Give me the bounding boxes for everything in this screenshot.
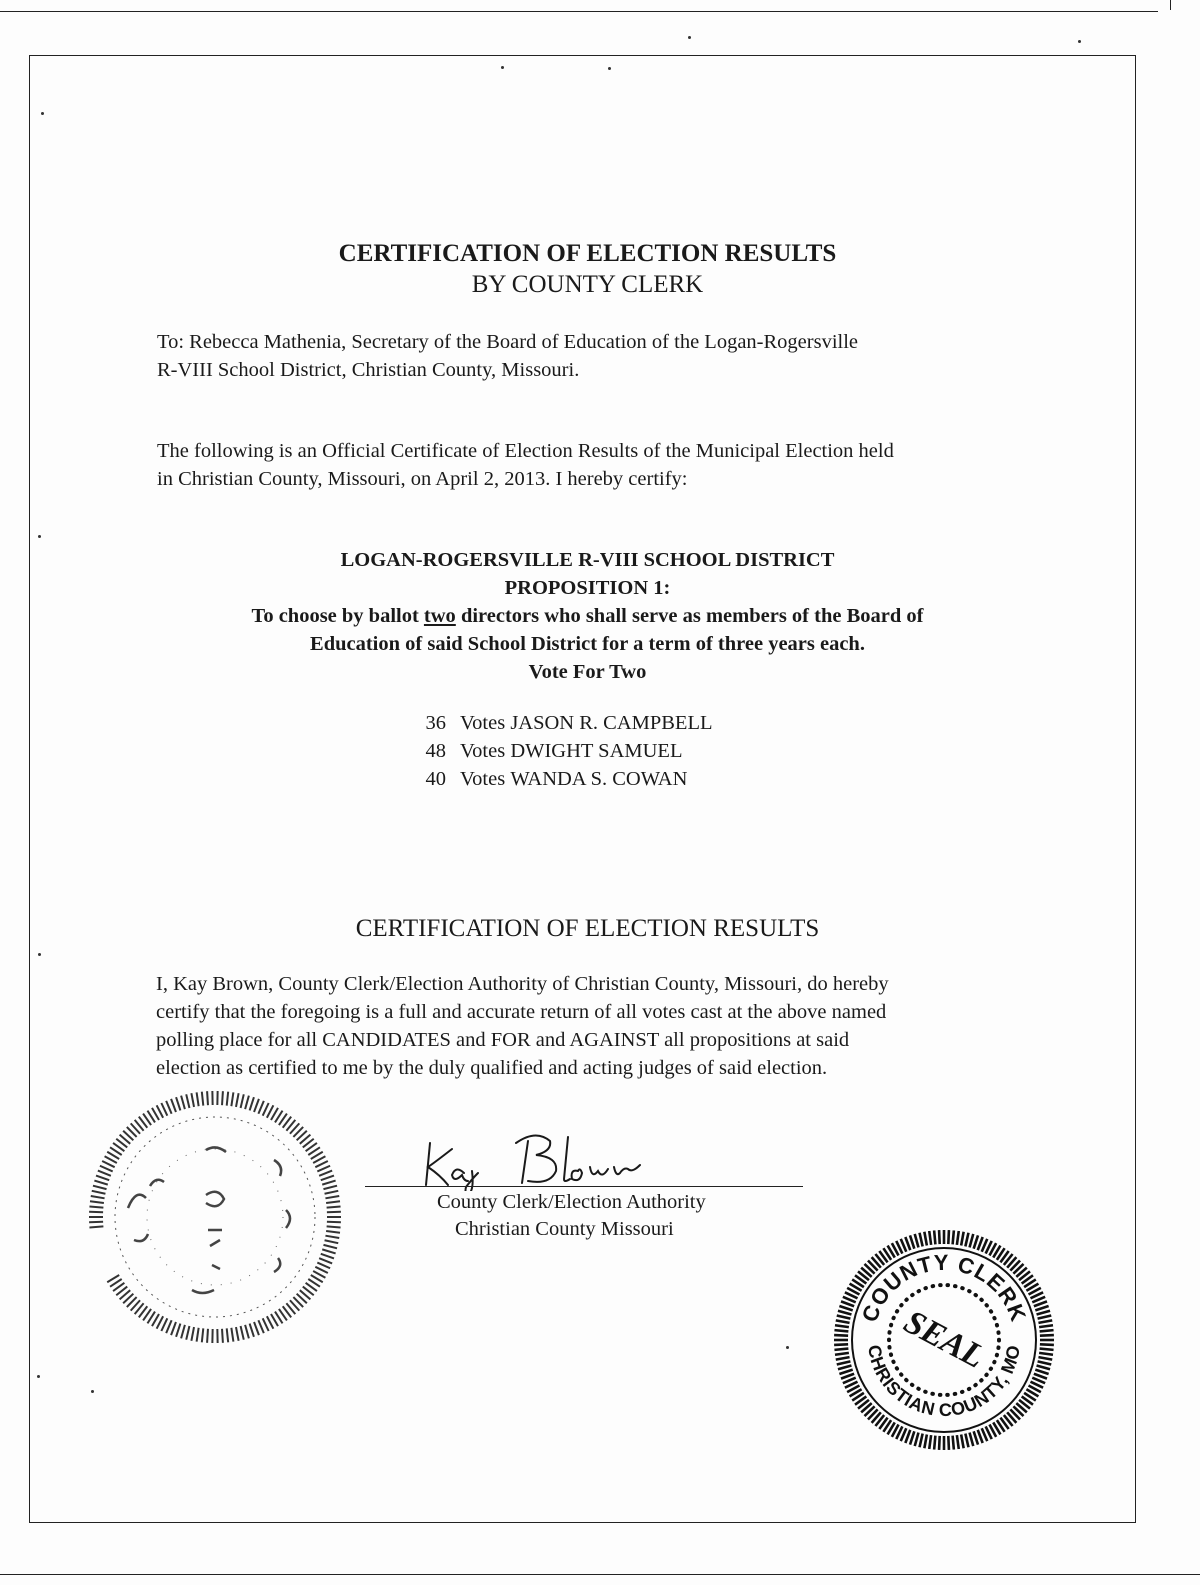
seal-tick xyxy=(961,1232,963,1246)
seal-tick xyxy=(222,1329,223,1343)
seal-tick xyxy=(181,1325,185,1338)
seal-tick xyxy=(322,1249,335,1253)
seal-tick xyxy=(207,1329,208,1343)
seal-tick xyxy=(1038,1316,1052,1319)
seal-tick xyxy=(1037,1311,1050,1315)
seal-tick xyxy=(89,1212,103,1213)
addressee-line: R-VIII School District, Christian County, Missouri. xyxy=(157,359,580,381)
seal-tick xyxy=(91,1196,105,1198)
embossed-seal xyxy=(88,1090,343,1345)
seal-tick xyxy=(263,1318,269,1331)
signer-county: Christian County Missouri xyxy=(455,1218,674,1240)
seal-tick xyxy=(915,1234,919,1247)
seal-tick xyxy=(974,1235,978,1248)
seal-tick xyxy=(920,1233,923,1247)
scan-speck xyxy=(41,112,44,115)
seal-tick xyxy=(837,1316,851,1319)
seal-tick xyxy=(838,1311,851,1315)
seal-tick xyxy=(970,1433,974,1446)
certification-paragraph xyxy=(156,970,1056,1082)
seal-tick xyxy=(948,1436,949,1450)
seal-tick xyxy=(327,1206,341,1207)
seal-tick xyxy=(317,1263,330,1269)
scan-speck xyxy=(38,535,41,538)
bottom-rule xyxy=(0,1574,1200,1575)
seal-tick xyxy=(1038,1320,1052,1322)
proposition-text: Education of said School District for a term of three years each. xyxy=(310,633,865,655)
seal-tick xyxy=(910,1235,914,1248)
top-tick xyxy=(1170,0,1171,10)
seal-tick xyxy=(325,1196,339,1198)
seal-tick xyxy=(254,1322,259,1335)
seal-tick xyxy=(834,1330,848,1331)
seal-tick xyxy=(1035,1306,1048,1310)
seal-tick xyxy=(100,1166,113,1172)
proposition-text-part: To choose by ballot xyxy=(251,605,424,627)
seal-tick xyxy=(166,1101,171,1114)
proposition-name: PROPOSITION 1: xyxy=(504,577,671,599)
candidate-name: DWIGHT SAMUEL xyxy=(510,740,683,762)
seal-tick xyxy=(957,1231,959,1245)
certification-line: polling place for all CANDIDATES and FOR and AGAINST all propositions at said xyxy=(156,1029,850,1051)
seal-tick xyxy=(254,1099,259,1112)
seal-tick xyxy=(1039,1353,1053,1355)
seal-tick xyxy=(834,1335,848,1336)
seal-tick xyxy=(1039,1325,1053,1327)
seal-tick xyxy=(236,1093,239,1107)
votes-label: Votes xyxy=(460,712,506,734)
result-row xyxy=(420,709,713,737)
seal-tick xyxy=(207,1091,208,1105)
seal-tick xyxy=(934,1436,935,1450)
seal-tick xyxy=(92,1191,106,1194)
seal-tick xyxy=(191,1327,194,1341)
seal-tick xyxy=(89,1222,103,1223)
seal-tick xyxy=(1037,1366,1050,1370)
seal-tick xyxy=(915,1433,919,1446)
certification-line: I, Kay Brown, County Clerk/Election Authority of Christian County, Missouri, do hereby xyxy=(156,973,889,995)
seal-tick xyxy=(231,1092,233,1106)
document-subtitle: BY COUNTY CLERK xyxy=(471,271,704,298)
seal-tick xyxy=(325,1240,339,1243)
seal-tick xyxy=(939,1436,940,1450)
certification-heading: CERTIFICATION OF ELECTION RESULTS xyxy=(355,915,820,942)
seal-tick xyxy=(953,1436,954,1450)
votes-label: Votes xyxy=(460,740,506,762)
seal-tick xyxy=(250,1324,254,1337)
vote-count: 48 xyxy=(425,740,446,762)
seal-tick xyxy=(241,1094,244,1108)
seal-tick xyxy=(327,1226,341,1227)
candidate-name: WANDA S. COWAN xyxy=(510,768,688,790)
seal-tick xyxy=(161,1318,167,1331)
seal-tick xyxy=(241,1326,244,1340)
scan-speck xyxy=(501,66,504,69)
scan-speck xyxy=(786,1346,789,1349)
seal-tick xyxy=(171,1099,176,1112)
signature-caption xyxy=(437,1189,706,1243)
seal-tick xyxy=(321,1254,334,1259)
results-list xyxy=(420,709,713,793)
intro-line: The following is an Official Certificate of Election Results of the Municipal Election held xyxy=(157,440,894,462)
seal-tick xyxy=(258,1101,263,1114)
seal-tick xyxy=(96,1176,109,1181)
seal-tick xyxy=(263,1103,269,1116)
seal-tick xyxy=(323,1245,337,1248)
seal-tick xyxy=(197,1328,199,1342)
seal-tick xyxy=(321,1176,334,1181)
intro-line: in Christian County, Missouri, on April 2, 2013. I hereby certify: xyxy=(157,468,688,490)
seal-tick xyxy=(161,1103,167,1116)
proposition-text xyxy=(0,602,1175,630)
seal-tick xyxy=(835,1325,849,1327)
seal-tick xyxy=(1035,1370,1048,1374)
seal-tick xyxy=(970,1234,974,1247)
seal-tick xyxy=(957,1435,959,1449)
seal-tick xyxy=(236,1327,239,1341)
seal-tick xyxy=(929,1435,931,1449)
seal-tick xyxy=(202,1328,203,1342)
scan-speck xyxy=(37,1375,40,1378)
seal-tick xyxy=(835,1353,849,1355)
signature-handwriting xyxy=(418,1127,678,1191)
seal-tick xyxy=(197,1092,199,1106)
scan-speck xyxy=(1078,40,1081,43)
seal-tick xyxy=(325,1191,339,1194)
seal-tick xyxy=(1040,1344,1054,1345)
addressee-line: To: Rebecca Mathenia, Secretary of the Board of Education of the Logan-Rogersville xyxy=(157,331,859,353)
seal-tick xyxy=(90,1201,104,1203)
seal-tick xyxy=(191,1093,194,1107)
seal-tick xyxy=(961,1434,963,1448)
seal-tick xyxy=(839,1370,852,1374)
seal-tick xyxy=(934,1230,935,1244)
seal-tick xyxy=(319,1171,332,1176)
document-title: CERTIFICATION OF ELECTION RESULTS xyxy=(338,240,837,267)
seal-tick xyxy=(837,1361,851,1364)
seal-tick xyxy=(920,1434,923,1448)
seal-tick xyxy=(171,1322,176,1335)
addressee-paragraph xyxy=(157,328,1057,384)
seal-tick xyxy=(227,1328,228,1342)
seal-tick xyxy=(834,1344,848,1345)
scan-speck xyxy=(38,953,41,956)
scan-speck xyxy=(688,36,691,39)
seal-tick xyxy=(910,1431,914,1444)
seal-tick xyxy=(1040,1349,1054,1350)
result-row xyxy=(420,737,713,765)
proposition-text-part: directors who shall serve as members of the Board of xyxy=(455,605,924,627)
candidate-name: JASON R. CAMPBELL xyxy=(510,712,713,734)
seal-tick xyxy=(258,1320,263,1333)
seal-tick xyxy=(222,1091,223,1105)
seal-tick xyxy=(317,1166,330,1172)
seal-tick xyxy=(89,1226,103,1227)
seal-tick xyxy=(924,1434,926,1448)
seal-tick xyxy=(974,1431,978,1444)
vote-instruction: Vote For Two xyxy=(528,661,647,683)
seal-tick xyxy=(176,1097,180,1110)
seal-tick xyxy=(953,1230,954,1244)
seal-tick xyxy=(929,1231,931,1245)
scan-speck xyxy=(608,67,611,70)
signature-line xyxy=(365,1186,803,1187)
seal-tick xyxy=(836,1357,850,1359)
vote-count: 40 xyxy=(425,768,446,790)
seal-tick xyxy=(245,1325,249,1338)
seal-tick xyxy=(924,1232,926,1246)
result-row xyxy=(420,765,713,793)
seal-tick xyxy=(186,1326,189,1340)
intro-paragraph xyxy=(157,437,1057,493)
seal-tick xyxy=(326,1231,340,1233)
seal-tick xyxy=(838,1366,851,1370)
svg-text:COUNTY CLERK xyxy=(857,1250,1032,1325)
seal-tick xyxy=(326,1201,340,1203)
proposition-block xyxy=(0,546,1175,686)
seal-tick xyxy=(965,1434,968,1448)
seal-top-text: COUNTY CLERK xyxy=(856,1249,1032,1326)
seal-tick xyxy=(1038,1361,1052,1364)
seal-tick xyxy=(166,1320,171,1333)
certification-line: certify that the foregoing is a full and accurate return of all votes cast at the above named xyxy=(156,1001,887,1023)
seal-tick xyxy=(839,1306,852,1310)
seal-tick xyxy=(965,1233,968,1247)
scan-speck xyxy=(91,1390,94,1393)
votes-label: Votes xyxy=(460,768,506,790)
certification-line: election as certified to me by the duly qualified and acting judges of said election. xyxy=(156,1057,828,1079)
seal-tick xyxy=(939,1230,940,1244)
seal-tick xyxy=(319,1258,332,1263)
seal-tick xyxy=(834,1349,848,1350)
seal-tick xyxy=(93,1186,107,1189)
proposition-text-underlined: two xyxy=(423,605,456,627)
seal-tick xyxy=(327,1222,341,1223)
county-clerk-seal xyxy=(832,1228,1056,1452)
seal-tick xyxy=(323,1186,337,1189)
signer-title: County Clerk/Election Authority xyxy=(437,1191,706,1213)
seal-tick xyxy=(181,1096,185,1109)
seal-tick xyxy=(227,1092,228,1106)
seal-tick xyxy=(98,1171,111,1176)
seal-tick xyxy=(250,1097,254,1110)
seal-tick xyxy=(176,1324,180,1337)
seal-center-text: SEAL xyxy=(898,1303,991,1376)
seal-tick xyxy=(89,1206,103,1207)
seal-tick xyxy=(245,1096,249,1109)
seal-tick xyxy=(94,1181,107,1185)
seal-tick xyxy=(231,1328,233,1342)
seal-tick xyxy=(836,1320,850,1322)
seal-tick xyxy=(948,1230,949,1244)
seal-tick xyxy=(322,1181,335,1185)
seal-bottom-text: CHRISTIAN COUNTY, MO xyxy=(864,1343,1025,1421)
seal-tick xyxy=(327,1212,341,1213)
seal-tick xyxy=(1040,1335,1054,1336)
seal-tick xyxy=(1038,1357,1052,1359)
seal-tick xyxy=(325,1236,339,1238)
seal-tick xyxy=(1040,1330,1054,1331)
seal-tick xyxy=(202,1092,203,1106)
vote-count: 36 xyxy=(425,712,446,734)
seal-tick xyxy=(186,1094,189,1108)
top-rule xyxy=(0,11,1158,12)
district-name: LOGAN-ROGERSVILLE R-VIII SCHOOL DISTRICT xyxy=(340,549,835,571)
